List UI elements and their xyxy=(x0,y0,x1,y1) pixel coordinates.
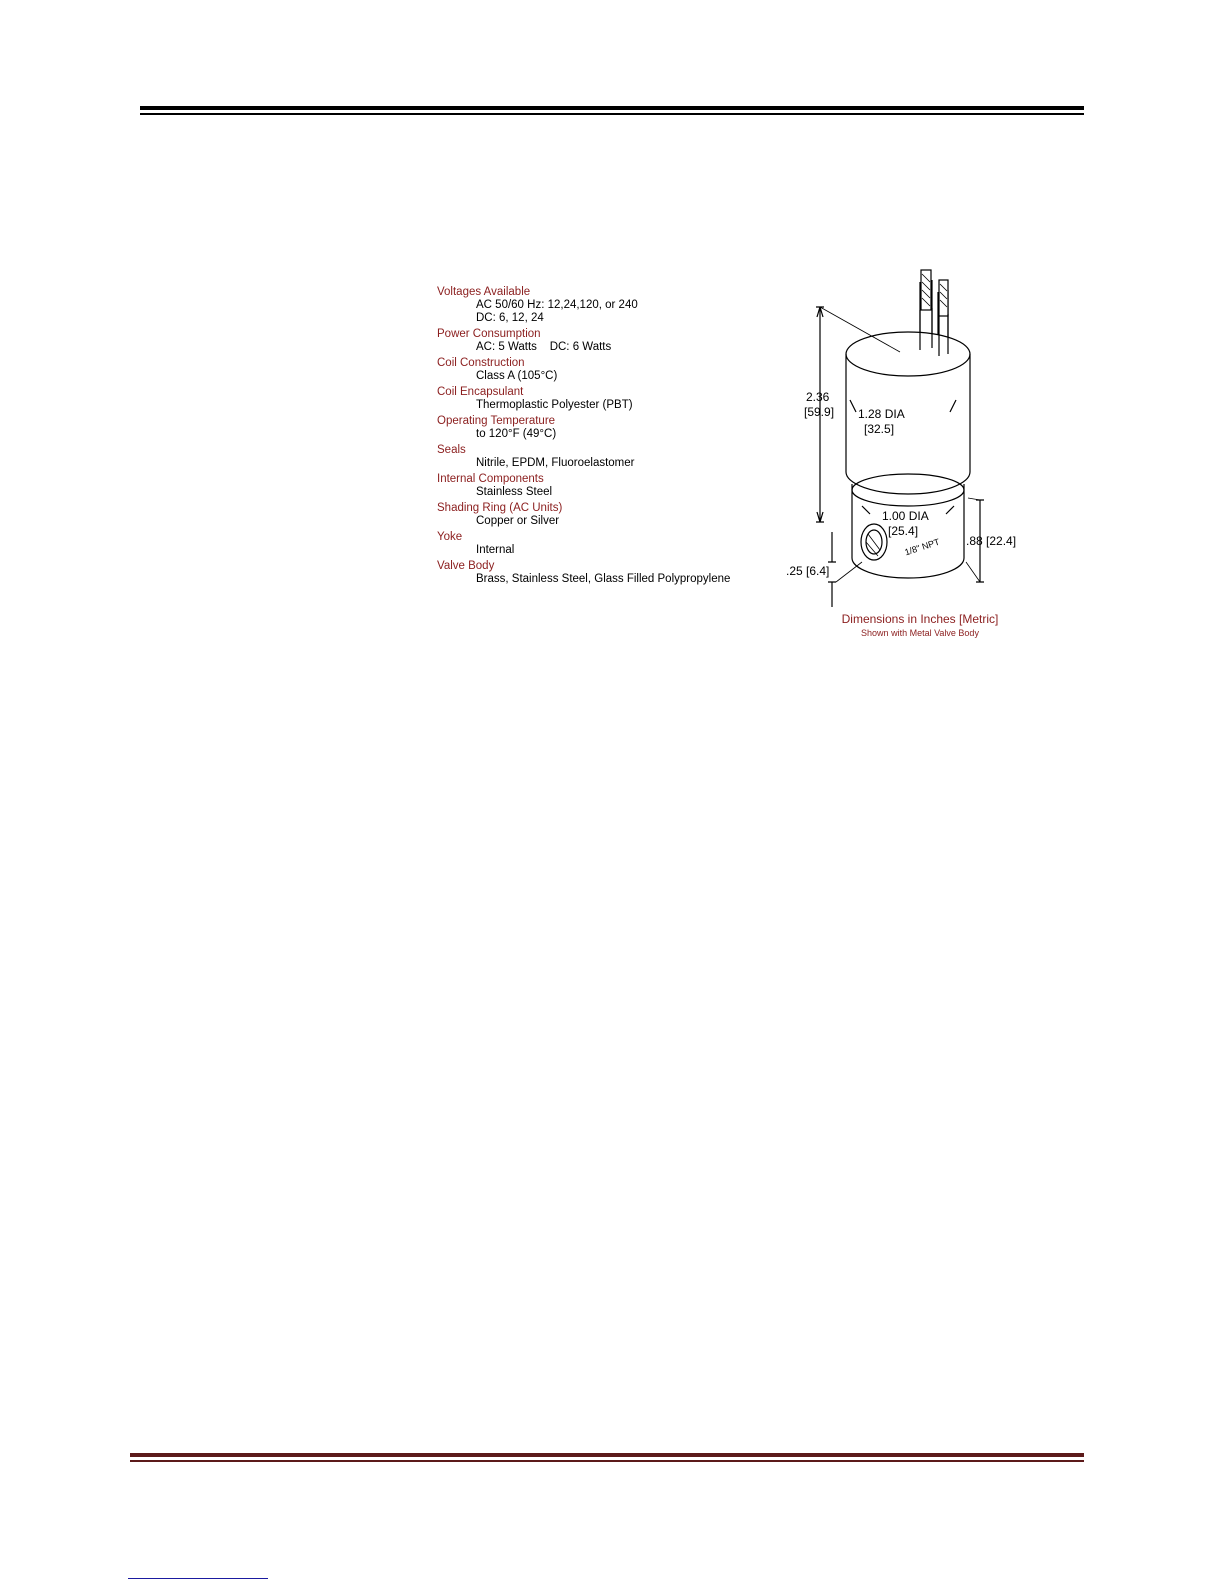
spec-heading: Power Consumption xyxy=(437,328,541,340)
spec-shading-ring xyxy=(437,502,777,528)
coil-diameter: 1.28 DIA xyxy=(858,407,905,421)
spec-value: to 120°F (49°C) xyxy=(476,428,557,440)
spec-value: Thermoplastic Polyester (PBT) xyxy=(476,399,633,411)
spec-heading: Yoke xyxy=(437,531,463,543)
height-dimension: 2.36 xyxy=(806,390,830,404)
drawing-caption: Dimensions in Inches [Metric] xyxy=(841,612,999,626)
spec-heading: Valve Body xyxy=(437,560,495,572)
footer-rule-thin xyxy=(130,1460,1084,1462)
spec-yoke xyxy=(437,531,777,557)
solenoid-valve-illustration xyxy=(790,262,1050,652)
spec-value: AC 50/60 Hz: 12,24,120, or 240 xyxy=(476,299,638,311)
port-size: 1/8" NPT xyxy=(903,536,941,558)
spec-value: Internal xyxy=(476,544,515,556)
footer-rule-thick xyxy=(130,1453,1084,1457)
spec-operating-temperature xyxy=(437,415,777,441)
spec-seals xyxy=(437,444,777,470)
body-diameter: 1.00 DIA xyxy=(882,509,929,523)
spec-value: DC: 6, 12, 24 xyxy=(476,312,544,324)
spec-heading: Operating Temperature xyxy=(437,415,556,427)
port-offset-dimension: .25 [6.4] xyxy=(786,564,830,578)
spec-heading: Internal Components xyxy=(437,473,544,485)
header-rule-thin xyxy=(140,113,1084,115)
footnote-separator xyxy=(128,1578,268,1579)
spec-value: Stainless Steel xyxy=(476,486,553,498)
valve-dimension-drawing xyxy=(786,262,1050,652)
spec-voltages xyxy=(437,286,777,325)
footer-rule xyxy=(130,1453,1084,1462)
spec-coil-encapsulant xyxy=(437,386,777,412)
height-dimension-metric: [59.9] xyxy=(804,405,835,419)
spec-value: Class A (105°C) xyxy=(476,370,558,382)
spec-heading: Coil Construction xyxy=(437,357,525,369)
spec-valve-body xyxy=(437,560,777,586)
spec-list xyxy=(437,286,777,589)
spec-coil-construction xyxy=(437,357,777,383)
spec-heading: Voltages Available xyxy=(437,286,531,298)
spec-heading: Shading Ring (AC Units) xyxy=(437,502,563,514)
spec-power xyxy=(437,328,777,354)
spec-heading: Coil Encapsulant xyxy=(437,386,524,398)
spec-internal-components xyxy=(437,473,777,499)
spec-heading: Seals xyxy=(437,444,466,456)
body-diameter-metric: [25.4] xyxy=(888,524,919,538)
header-rule-thick xyxy=(140,106,1084,110)
header-rule xyxy=(140,106,1084,115)
spec-value: Brass, Stainless Steel, Glass Filled Polypropylene xyxy=(476,573,731,585)
spec-value: Copper or Silver xyxy=(476,515,560,527)
coil-diameter-metric: [32.5] xyxy=(864,422,895,436)
spec-value: AC: 5 Watts DC: 6 Watts xyxy=(476,341,612,353)
body-height-dimension: .88 [22.4] xyxy=(966,534,1017,548)
spec-value: Nitrile, EPDM, Fluoroelastomer xyxy=(476,457,635,469)
drawing-subcaption: Shown with Metal Valve Body xyxy=(861,628,979,638)
